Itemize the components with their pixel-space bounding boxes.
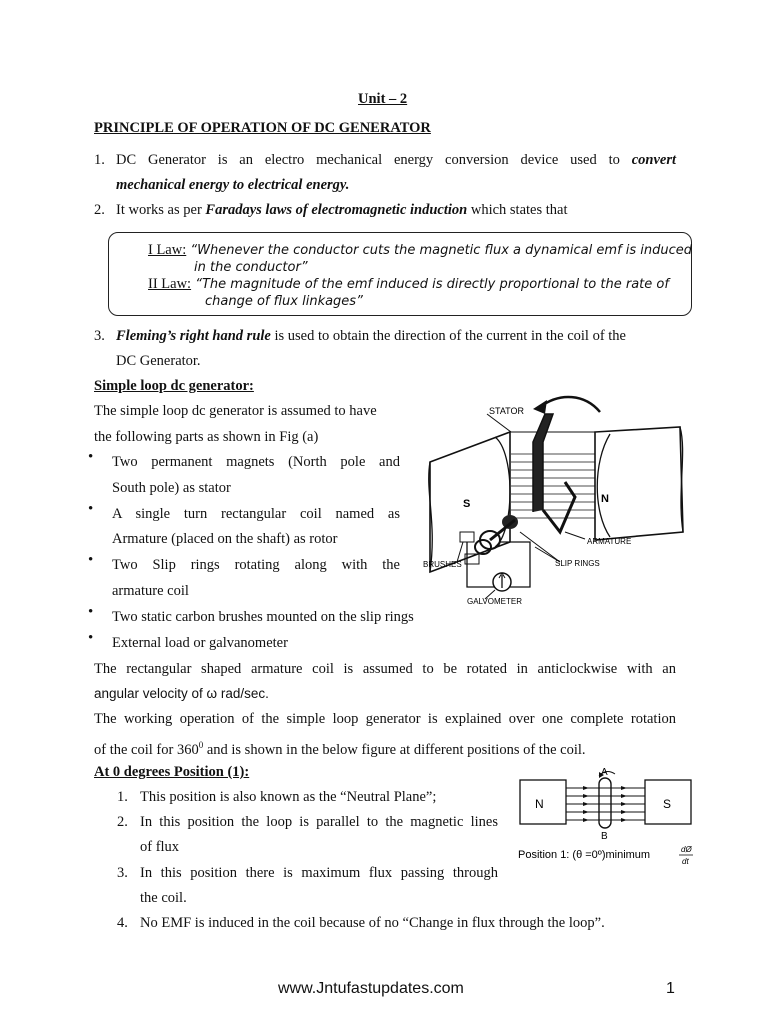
unit-title: Unit – 2 bbox=[358, 91, 408, 107]
pos-item-3-number: 3. bbox=[117, 865, 128, 881]
item-3-line1: Fleming’s right hand rule is used to obtain the direction of the current in the coil of the bbox=[116, 328, 626, 344]
pos-item-1-text: This position is also known as the “Neutral Plane”; bbox=[140, 789, 437, 805]
fig1-frac-num: dØ bbox=[681, 845, 692, 854]
page-heading: PRINCIPLE OF OPERATION OF DC GENERATOR bbox=[94, 120, 431, 136]
pos-item-4-text: No EMF is induced in the coil because of no “Change in flux through the loop”. bbox=[140, 915, 605, 931]
galvometer-label: GALVOMETER bbox=[467, 597, 522, 606]
simple-loop-intro-1: The simple loop dc generator is assumed to have bbox=[94, 403, 377, 419]
bullet-dot: • bbox=[88, 552, 94, 568]
fig1-point-b: B bbox=[601, 831, 608, 842]
item-2-number: 2. bbox=[94, 202, 105, 218]
stator-label: STATOR bbox=[489, 406, 525, 416]
bullet-3-line2: armature coil bbox=[112, 583, 189, 599]
position-1-figure bbox=[515, 766, 695, 874]
law-2-line1: II Law: “The magnitude of the emf induced is directly proportional to the rate of bbox=[148, 276, 669, 292]
para-2-line2: of the coil for $360^0$ and is shown in the below figure at different positions of the coil. bbox=[94, 740, 586, 758]
armature-label: ARMATURE bbox=[587, 537, 632, 546]
para-1-line2: angular velocity of ω rad/sec. bbox=[94, 686, 269, 701]
bullet-1-line2: South pole) as stator bbox=[112, 480, 231, 496]
simple-loop-generator-figure bbox=[415, 392, 690, 610]
fig1-pole-n: N bbox=[535, 797, 544, 811]
bullet-dot: • bbox=[88, 630, 94, 646]
brushes-label: BRUSHES bbox=[423, 560, 462, 569]
para-1-line1: The rectangular shaped armature coil is assumed to be rotated in anticlockwise with an bbox=[94, 661, 676, 677]
pos-item-2-number: 2. bbox=[117, 814, 128, 830]
pos-item-3-line2: the coil. bbox=[140, 890, 187, 906]
fig1-point-a: A bbox=[601, 767, 608, 778]
law-2-line2: change of flux linkages” bbox=[205, 294, 363, 309]
fig1-pole-s: S bbox=[663, 797, 672, 811]
item-3-number: 3. bbox=[94, 328, 105, 344]
law-1-line2: in the conductor” bbox=[194, 260, 308, 275]
item-1-line2: mechanical energy to electrical energy. bbox=[116, 177, 350, 193]
fig1-caption: Position 1: (θ =0º)minimum bbox=[518, 849, 651, 861]
pos-item-2-line1: In this position the loop is parallel to the magnetic lines bbox=[140, 814, 498, 830]
para-2-line1: The working operation of the simple loop generator is explained over one complete rotation bbox=[94, 711, 676, 727]
footer-url[interactable]: www.Jntufastupdates.com bbox=[278, 980, 464, 997]
bullet-3-line1: Two Slip rings rotating along with the bbox=[112, 557, 400, 573]
item-1-number: 1. bbox=[94, 152, 105, 168]
law-1-line1: I Law: “Whenever the conductor cuts the magnetic flux a dynamical emf is induced bbox=[148, 242, 693, 258]
bullet-dot: • bbox=[88, 604, 94, 620]
pos-item-4-number: 4. bbox=[117, 915, 128, 931]
bullet-2-line2: Armature (placed on the shaft) as rotor bbox=[112, 531, 338, 547]
simple-loop-heading: Simple loop dc generator: bbox=[94, 378, 254, 394]
bullet-1-line1: Two permanent magnets (North pole and bbox=[112, 454, 400, 470]
pole-s-label: S bbox=[463, 498, 471, 510]
pole-n-label: N bbox=[601, 493, 609, 505]
pos-item-3-line1: In this position there is maximum flux passing through bbox=[140, 865, 498, 881]
bullet-5: External load or galvanometer bbox=[112, 635, 288, 651]
bullet-dot: • bbox=[88, 501, 94, 517]
pos-item-1-number: 1. bbox=[117, 789, 128, 805]
fig1-frac-den: dt bbox=[682, 857, 689, 866]
bullet-4: Two static carbon brushes mounted on the slip rings bbox=[112, 609, 414, 625]
slip-rings-label: SLIP RINGS bbox=[555, 559, 600, 568]
bullet-dot: • bbox=[88, 449, 94, 465]
simple-loop-intro-2: the following parts as shown in Fig (a) bbox=[94, 429, 319, 445]
position-1-heading: At 0 degrees Position (1): bbox=[94, 764, 250, 780]
item-2-line: It works as per Faradays laws of electromagnetic induction which states that bbox=[116, 202, 568, 218]
pos-item-2-line2: of flux bbox=[140, 839, 180, 855]
page-number: 1 bbox=[666, 980, 675, 997]
item-3-line2: DC Generator. bbox=[116, 353, 201, 369]
item-1-line1: DC Generator is an electro mechanical energy conversion device used to convert bbox=[116, 152, 676, 168]
bullet-2-line1: A single turn rectangular coil named as bbox=[112, 506, 400, 522]
